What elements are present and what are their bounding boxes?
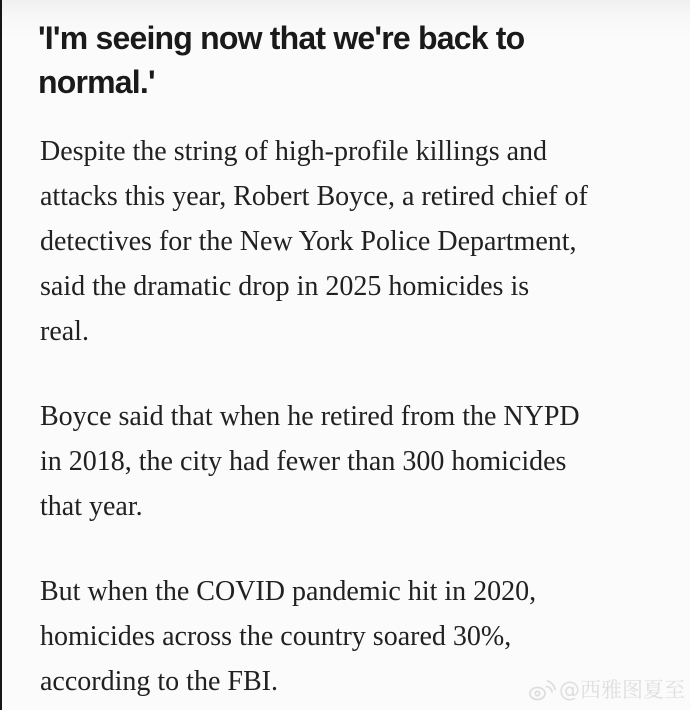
- paragraph-1: [40, 129, 650, 354]
- text-line: But when the COVID pandemic hit in 2020,: [40, 576, 537, 607]
- text-line: attacks this year, Robert Boyce, a retired chief of: [40, 181, 588, 212]
- paragraph-3: [40, 569, 650, 704]
- paragraph-2: [40, 394, 650, 529]
- headline-line-2: normal.': [38, 64, 155, 100]
- text-line: according to the FBI.: [40, 666, 278, 697]
- text-line: Boyce said that when he retired from the NYPD: [40, 401, 580, 432]
- text-line: detectives for the New York Police Department,: [40, 226, 577, 257]
- text-line: said the dramatic drop in 2025 homicides is: [40, 271, 530, 302]
- article-headline: [38, 16, 650, 104]
- headline-line-1: 'I'm seeing now that we're back to: [38, 20, 525, 56]
- text-line: real.: [40, 316, 89, 347]
- text-line: in 2018, the city had fewer than 300 homicides: [40, 446, 567, 477]
- watermark-handle: @西雅图夏至: [559, 678, 685, 702]
- text-line: that year.: [40, 491, 143, 522]
- text-line: homicides across the country soared 30%,: [40, 621, 512, 652]
- text-line: Despite the string of high-profile killings and: [40, 136, 548, 167]
